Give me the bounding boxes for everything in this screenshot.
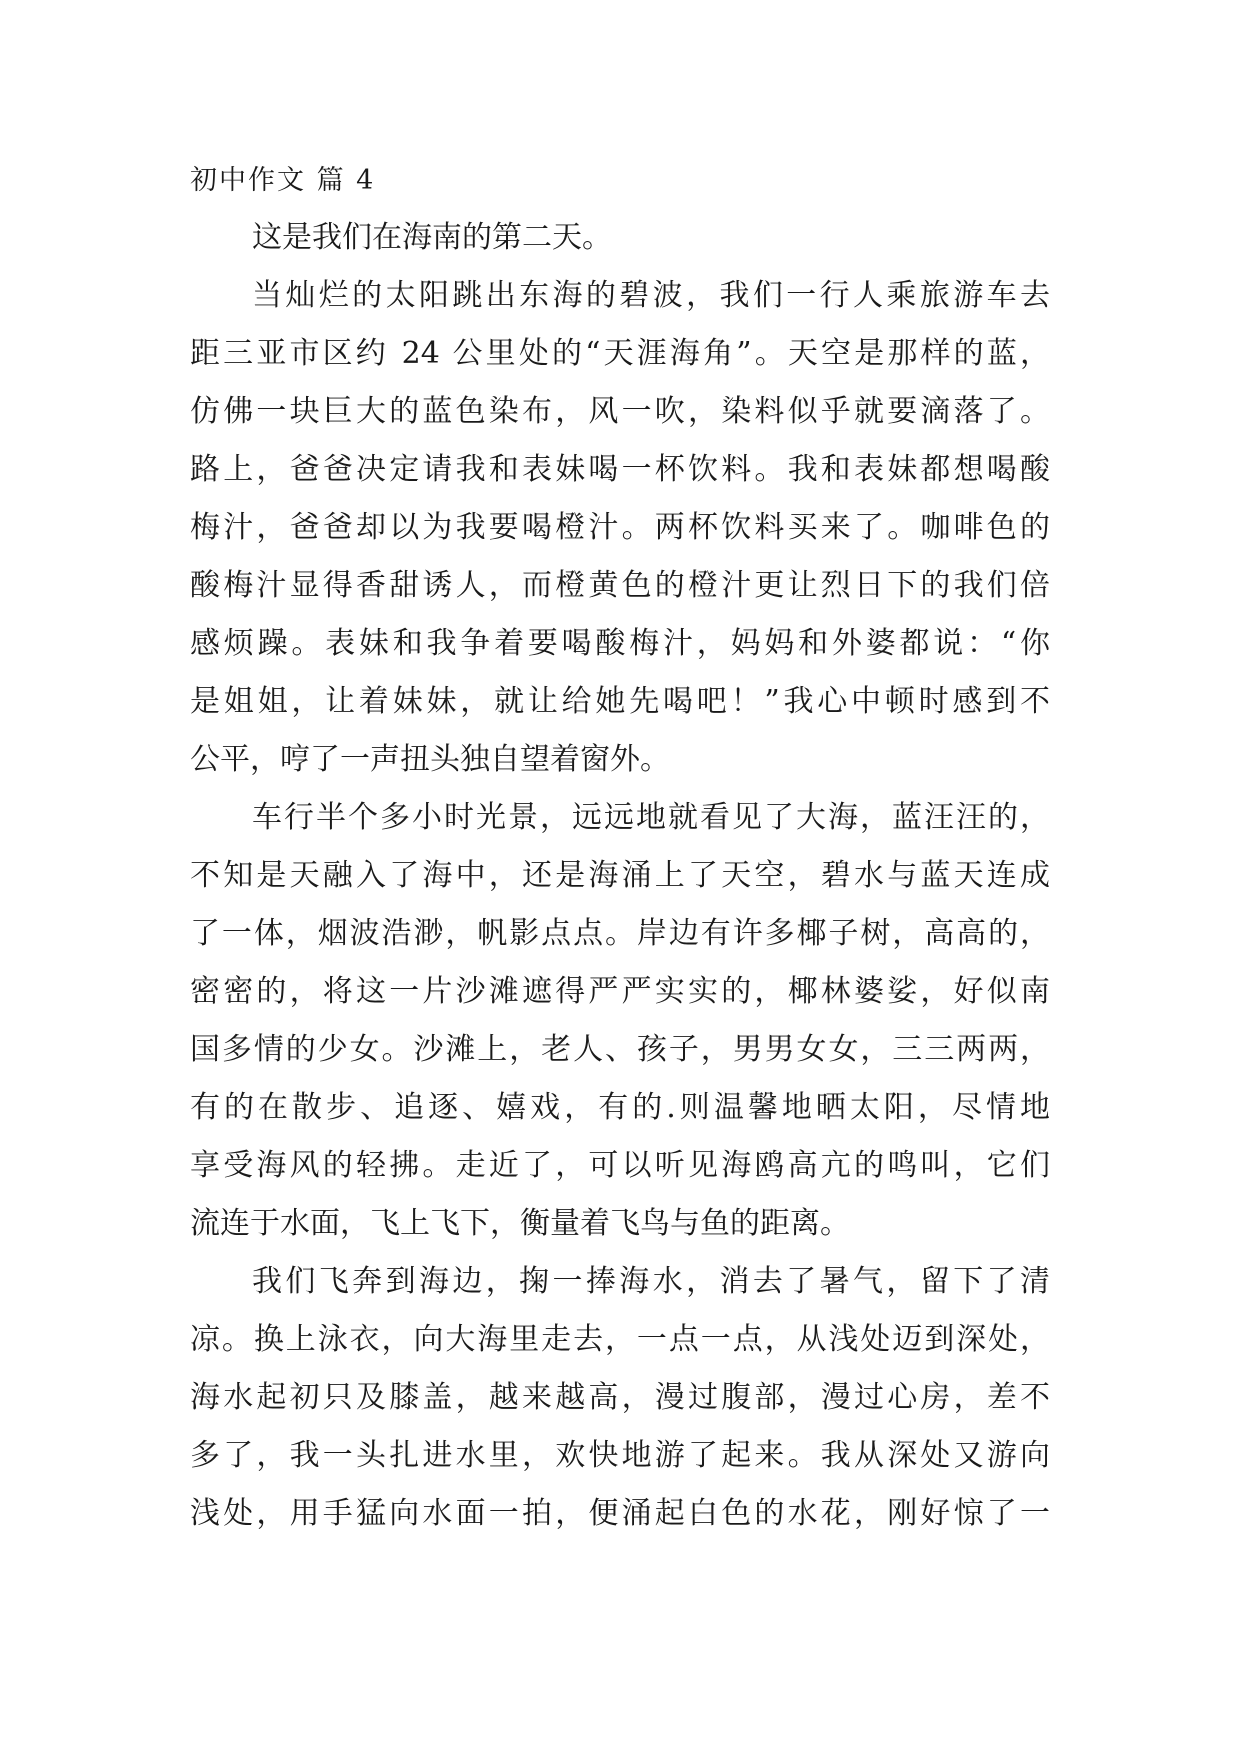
text-line: 梅汁，爸爸却以为我要喝橙汁。两杯饮料买来了。咖啡色的 xyxy=(190,510,1050,545)
text-line: 密密的，将这一片沙滩遮得严严实实的，椰林婆娑，好似南 xyxy=(190,974,1050,1009)
text-line: 凉。换上泳衣，向大海里走去，一点一点，从浅处迈到深处， xyxy=(190,1322,1050,1357)
document-title: 初中作文 篇 4 xyxy=(190,165,376,196)
text-line: 有的在散步、追逐、嬉戏，有的.则温馨地晒太阳，尽情地 xyxy=(190,1090,1050,1125)
text-line: 了一体，烟波浩渺，帆影点点。岸边有许多椰子树，高高的， xyxy=(190,916,1050,951)
text-line: 国多情的少女。沙滩上，老人、孩子，男男女女，三三两两， xyxy=(190,1032,1050,1067)
text-line: 感烦躁。表妹和我争着要喝酸梅汁，妈妈和外婆都说：“你 xyxy=(190,626,1050,661)
text-line: 这是我们在海南的第二天。 xyxy=(252,220,612,255)
text-line: 路上，爸爸决定请我和表妹喝一杯饮料。我和表妹都想喝酸 xyxy=(190,452,1050,487)
text-line: 公平，哼了一声扭头独自望着窗外。 xyxy=(190,742,670,777)
text-line: 是姐姐，让着妹妹，就让给她先喝吧！”我心中顿时感到不 xyxy=(190,684,1050,719)
text-line: 仿佛一块巨大的蓝色染布，风一吹，染料似乎就要滴落了。 xyxy=(190,394,1050,429)
text-line: 流连于水面，飞上飞下，衡量着飞鸟与鱼的距离。 xyxy=(190,1206,850,1241)
paragraph xyxy=(190,209,1050,267)
paragraph xyxy=(190,267,1050,789)
text-line: 车行半个多小时光景，远远地就看见了大海，蓝汪汪的， xyxy=(252,800,1050,835)
paragraph xyxy=(190,1253,1050,1543)
text-line: 距三亚市区约 24 公里处的“天涯海角”。天空是那样的蓝， xyxy=(190,336,1050,371)
text-line: 享受海风的轻拂。走近了，可以听见海鸥高亢的鸣叫，它们 xyxy=(190,1148,1050,1183)
text-line: 浅处，用手猛向水面一拍，便涌起白色的水花，刚好惊了一 xyxy=(190,1496,1050,1531)
document-body xyxy=(190,209,1050,1543)
text-line: 我们飞奔到海边，掬一捧海水，消去了暑气，留下了清 xyxy=(252,1264,1050,1299)
text-line: 多了，我一头扎进水里，欢快地游了起来。我从深处又游向 xyxy=(190,1438,1050,1473)
text-line: 当灿烂的太阳跳出东海的碧波，我们一行人乘旅游车去 xyxy=(252,278,1050,313)
text-line: 酸梅汁显得香甜诱人，而橙黄色的橙汁更让烈日下的我们倍 xyxy=(190,568,1050,603)
text-line: 海水起初只及膝盖，越来越高，漫过腹部，漫过心房，差不 xyxy=(190,1380,1050,1415)
paragraph xyxy=(190,789,1050,1253)
text-line: 不知是天融入了海中，还是海涌上了天空，碧水与蓝天连成 xyxy=(190,858,1050,893)
